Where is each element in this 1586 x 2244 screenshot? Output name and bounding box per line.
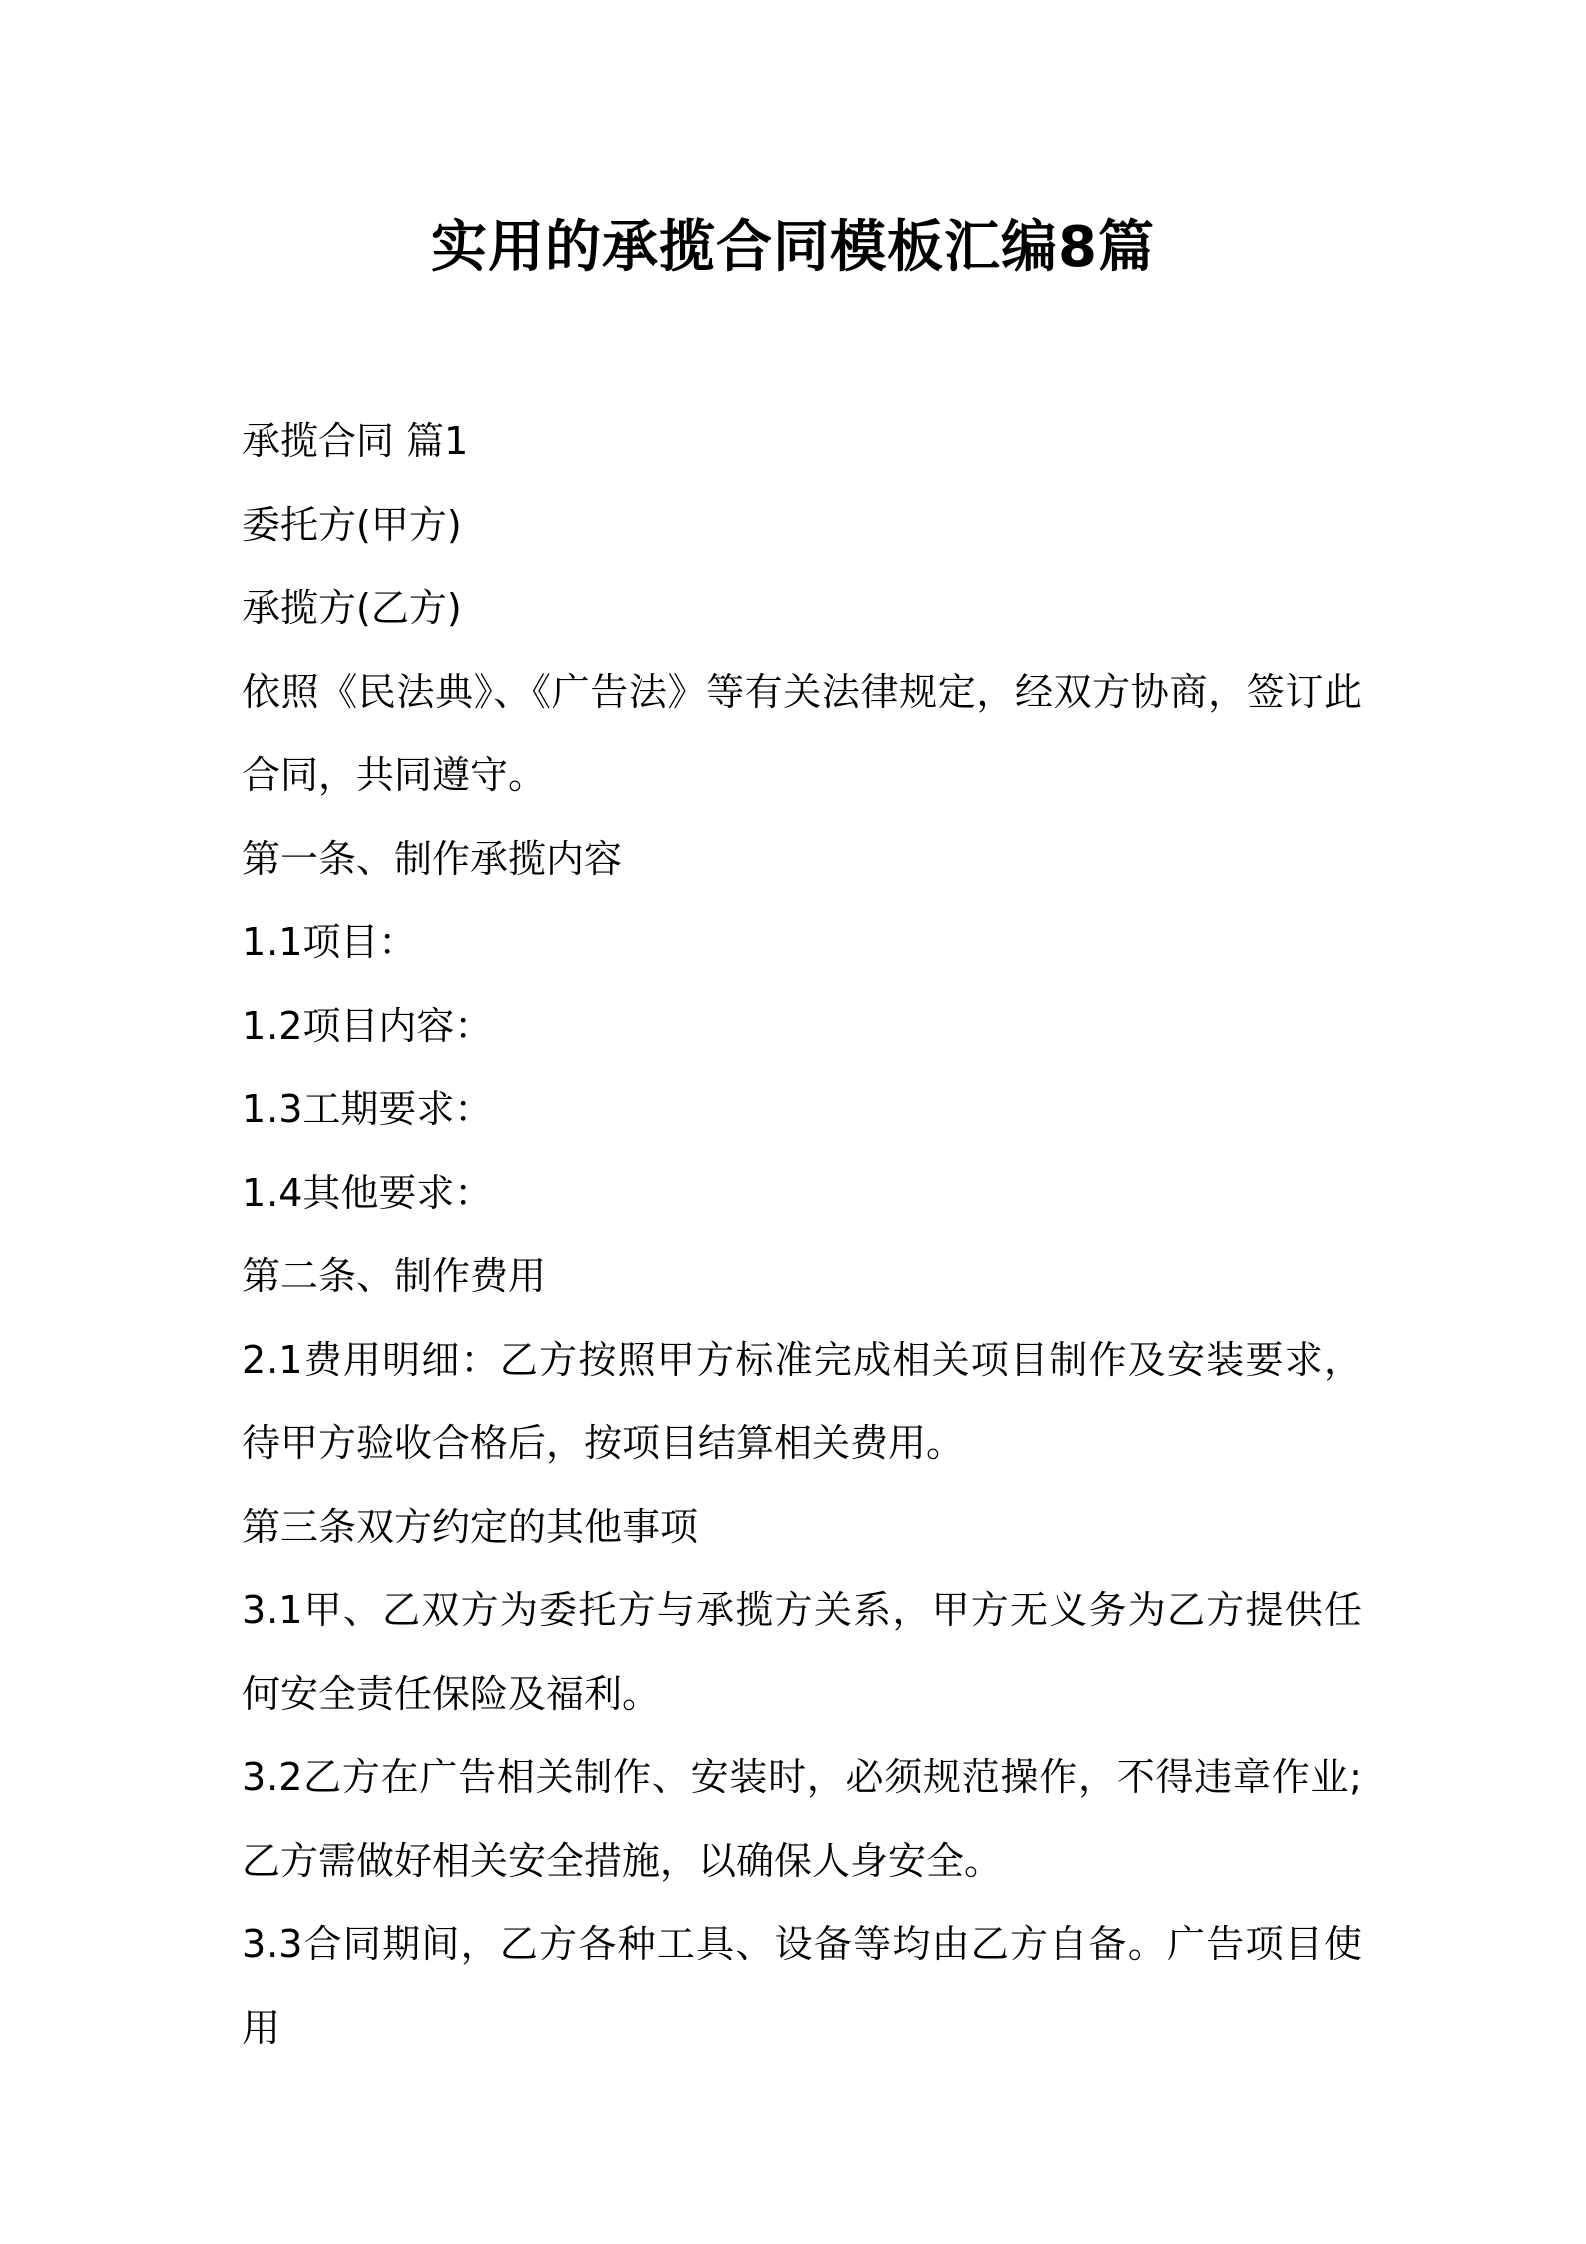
clause-item: 1.3工期要求： xyxy=(242,1087,493,1131)
article-heading: 第三条双方约定的其他事项 xyxy=(242,1504,699,1549)
document-title: 实用的承揽合同模板汇编8篇 xyxy=(431,215,1155,280)
intro-paragraph: 依照《民法典》、《广告法》等有关法律规定，经双方协商，签订此合同，共同遵守。 xyxy=(242,669,1362,797)
clause-item: 3.3合同期间，乙方各种工具、设备等均由乙方自备。广告项目使用 xyxy=(242,1922,1362,2050)
clause-item: 1.1项目： xyxy=(242,920,417,964)
article-heading: 第一条、制作承揽内容 xyxy=(242,836,623,881)
clause-item: 3.1甲、乙双方为委托方与承揽方关系，甲方无义务为乙方提供任何安全责任保险及福利。 xyxy=(242,1588,1362,1716)
clause-item: 2.1费用明细：乙方按照甲方标准完成相关项目制作及安装要求，待甲方验收合格后，按项目结算相关费用。 xyxy=(242,1337,1362,1465)
party-b-line: 承揽方(乙方) xyxy=(242,586,462,630)
article-heading: 第二条、制作费用 xyxy=(242,1254,547,1298)
clause-item: 3.2乙方在广告相关制作、安装时，必须规范操作，不得违章作业;乙方需做好相关安全措施，以确保人身安全。 xyxy=(242,1755,1362,1883)
clause-item: 1.4其他要求： xyxy=(242,1170,493,1215)
section-heading: 承揽合同 篇1 xyxy=(242,419,469,463)
party-a-line: 委托方(甲方) xyxy=(242,502,462,547)
clause-item: 1.2项目内容： xyxy=(242,1003,493,1048)
document-body xyxy=(242,400,1362,2070)
